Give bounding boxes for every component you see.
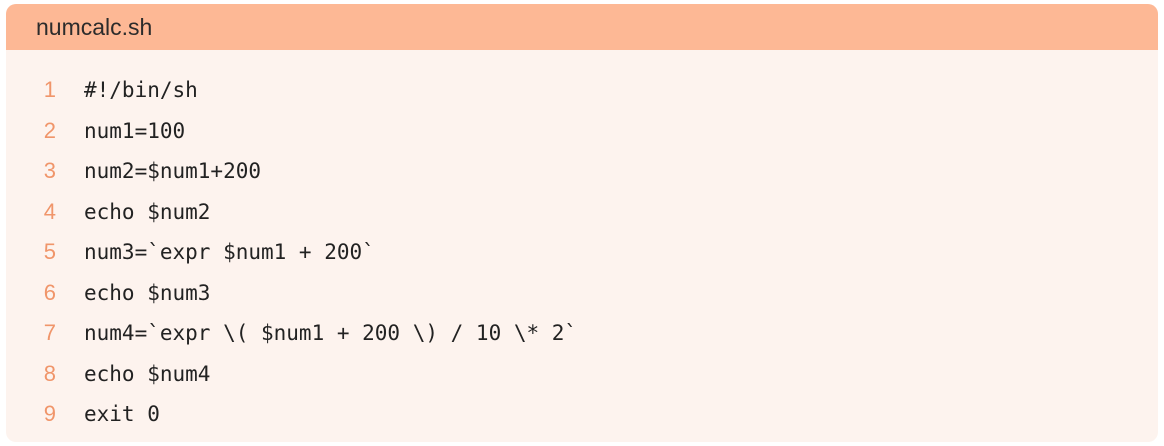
line-number: 3 [43,158,56,184]
code-line [6,111,1158,152]
line-number: 4 [43,198,56,224]
line-code: exit 0 [84,402,160,427]
line-code: num1=100 [84,118,186,143]
line-number: 8 [43,360,56,386]
code-line [6,70,1158,111]
line-code: echo $num4 [84,361,211,386]
code-body [6,50,1158,435]
code-line [6,273,1158,314]
line-number: 7 [43,320,56,346]
code-line [6,394,1158,435]
line-number: 5 [43,239,56,265]
line-number: 9 [43,401,56,427]
code-header [6,4,1158,50]
file-name: numcalc.sh [36,13,153,40]
code-line [6,354,1158,395]
line-number: 6 [43,279,56,305]
code-line [6,313,1158,354]
code-listing [6,4,1158,442]
code-line [6,232,1158,273]
line-code: num4=`expr \( $num1 + 200 \) / 10 \* 2` [84,321,578,346]
line-code: #!/bin/sh [84,78,198,103]
code-line [6,192,1158,233]
line-code: echo $num2 [84,199,211,224]
line-number: 2 [43,117,56,143]
line-code: num2=$num1+200 [84,159,262,184]
line-code: echo $num3 [84,280,211,305]
code-line [6,151,1158,192]
line-number: 1 [43,77,56,103]
line-code: num3=`expr $num1 + 200` [84,240,375,265]
